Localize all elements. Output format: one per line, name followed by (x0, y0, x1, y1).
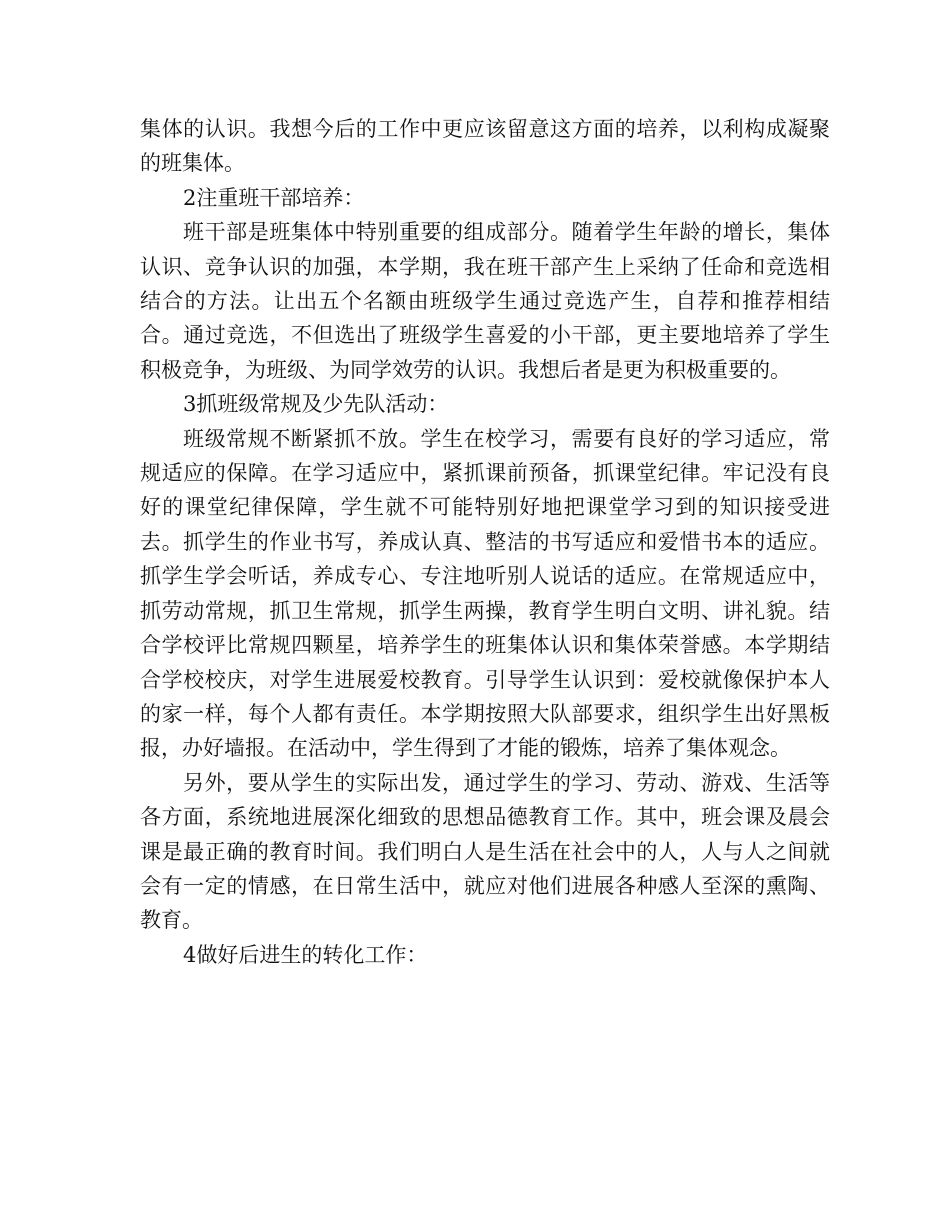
section-heading: 3抓班级常规及少先队活动： (183, 392, 449, 417)
paragraph: 另外，要从学生的实际出发，通过学生的学习、劳动、游戏、生活等各方面，系统地进展深化细致的思想品德教育工作。其中，班会课及晨会课是最正确的教育时间。我们明白人是生活在社会中的人，人与人之间就会有一定的情感，在日常生活中，就应对他们进展各种感人至深的熏陶、教育。 (140, 770, 830, 933)
paragraph: 班级常规不断紧抓不放。学生在校学习，需要有良好的学习适应，常规适应的保障。在学习适应中，紧抓课前预备，抓课堂纪律。牢记没有良好的课堂纪律保障，学生就不可能特别好地把课堂学习到的知识接受进去。抓学生的作业书写，养成认真、整洁的书写适应和爱惜书本的适应。抓学生学会听话，养成专心、专注地听别人说话的适应。在常规适应中，抓劳动常规，抓卫生常规，抓学生两操，教育学生明白文明、讲礼貌。结合学校评比常规四颗星，培养学生的班集体认识和集体荣誉感。本学期结合学校校庆，对学生进展爱校教育。引导学生认识到：爱校就像保护本人的家一样，每个人都有责任。本学期按照大队部要求，组织学生出好黑板报，办好墙报。在活动中，学生得到了才能的锻炼，培养了集体观念。 (140, 426, 830, 761)
section-heading: 2注重班干部培养： (183, 185, 365, 210)
document-body (140, 112, 830, 972)
paragraph: 集体的认识。我想今后的工作中更应该留意这方面的培养，以利构成凝聚的班集体。 (140, 117, 830, 176)
paragraph: 班干部是班集体中特别重要的组成部分。随着学生年龄的增长，集体认识、竞争认识的加强，本学期，我在班干部产生上采纳了任命和竞选相结合的方法。让出五个名额由班级学生通过竞选产生，自荐和推荐相结合。通过竞选，不但选出了班级学生喜爱的小干部，更主要地培养了学生积极竞争，为班级、为同学效劳的认识。我想后者是更为积极重要的。 (140, 220, 830, 382)
section-heading: 4做好后进生的转化工作： (183, 942, 428, 967)
